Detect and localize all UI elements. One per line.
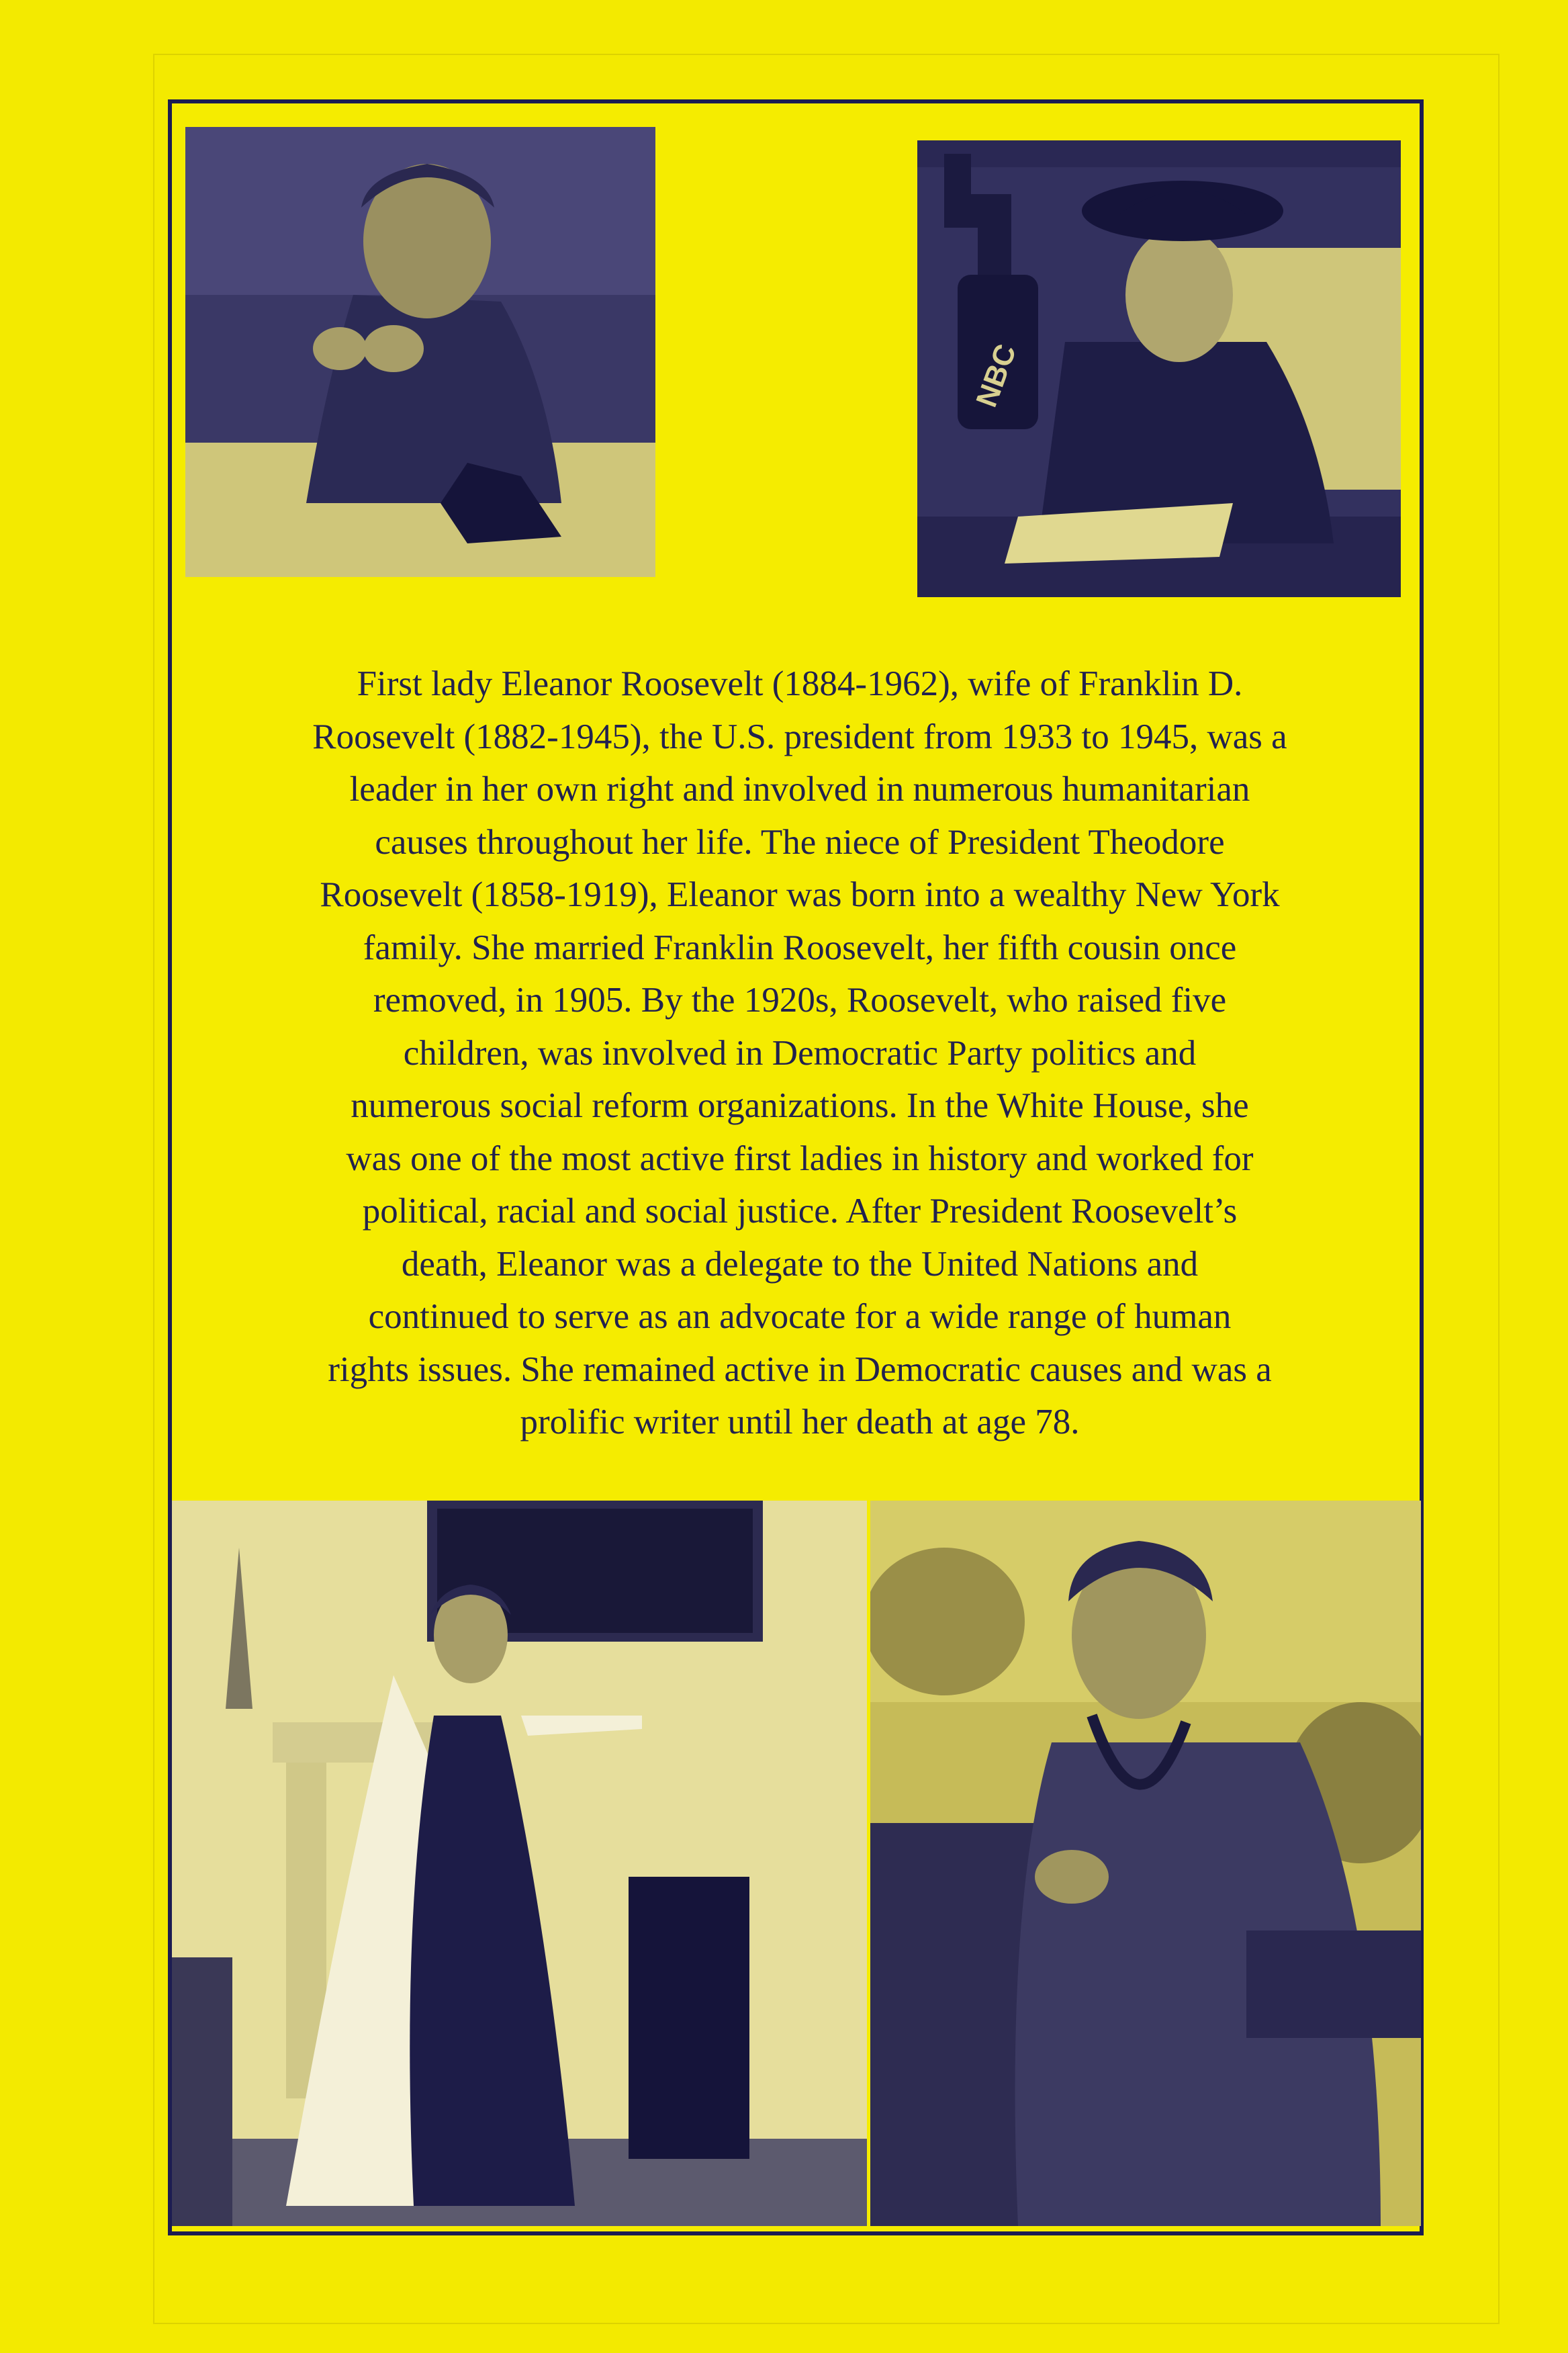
eleanor-at-nbc-microphone-photo — [917, 140, 1401, 597]
bio-line: prolific writer until her death at age 78. — [520, 1403, 1080, 1441]
bio-line: numerous social reform organizations. In the White House, she — [351, 1086, 1249, 1125]
bio-line: Roosevelt (1858-1919), Eleanor was born into a wealthy New York — [320, 875, 1280, 914]
nbc-microphone-label: NBC — [970, 340, 1023, 412]
bio-line: was one of the most active first ladies in history and worked for — [346, 1139, 1254, 1178]
bio-line: rights issues. She remained active in Democratic causes and was a — [328, 1349, 1272, 1389]
bio-line: removed, in 1905. By the 1920s, Roosevelt, who raised five — [373, 981, 1227, 1020]
bio-line: Roosevelt (1882-1945), the U.S. president from 1933 to 1945, was a — [312, 717, 1287, 756]
eleanor-seated-at-desk-photo — [185, 127, 655, 577]
bio-line: continued to serve as an advocate for a wide range of human — [368, 1297, 1232, 1336]
bio-line: causes throughout her life. The niece of President Theodore — [375, 822, 1225, 862]
biography-panel — [168, 99, 1424, 2235]
bio-line: First lady Eleanor Roosevelt (1884-1962), wife of Franklin D. — [357, 664, 1243, 703]
eleanor-seated-portrait-photo — [870, 1501, 1421, 2226]
biography-text — [192, 658, 1408, 1449]
bio-line: death, Eleanor was a delegate to the United Nations and — [401, 1244, 1199, 1284]
bio-line: political, racial and social justice. After President Roosevelt’s — [362, 1192, 1238, 1231]
bio-line: leader in her own right and involved in numerous humanitarian — [349, 770, 1250, 809]
bio-line: family. She married Franklin Roosevelt, her fifth cousin once — [363, 928, 1237, 967]
eleanor-in-evening-gown-photo — [172, 1501, 867, 2226]
bio-line: children, was involved in Democratic Party politics and — [403, 1033, 1197, 1073]
